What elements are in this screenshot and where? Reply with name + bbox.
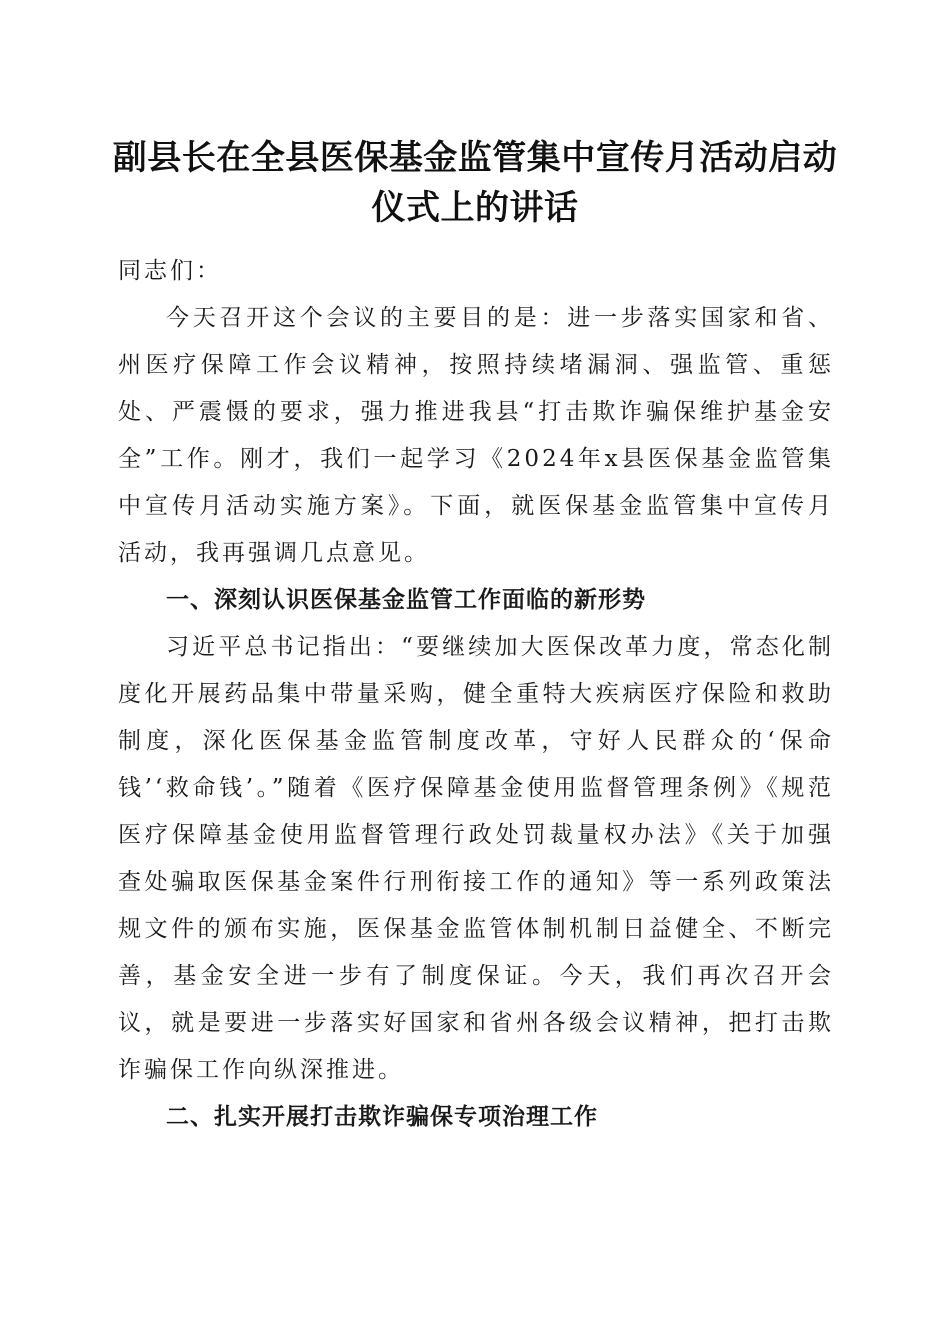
paragraph-section-1: 习近平总书记指出：“要继续加大医保改革力度，常态化制度化开展药品集中带量采购，健全重特大疾病医疗保险和救助制度，深化医保基金监管制度改革，守好人民群众的‘保命钱’‘救命钱’。”随着《医疗保障基金使用监督管理条例》《规范医疗保障基金使用监督管理行政处罚裁量权办法》《关于加强查处骗取医保基金案件行刑衔接工作的通知》等一系列政策法规文件的颁布实施，医保基金监管体制机制日益健全、不断完善，基金安全进一步有了制度保证。今天，我们再次召开会议，就是要进一步落实好国家和省州各级会议精神，把打击欺诈骗保工作向纵深推进。 [118,634,834,1083]
paragraph-opening: 今天召开这个会议的主要目的是：进一步落实国家和省、州医疗保障工作会议精神，按照持续堵漏洞、强监管、重惩处、严震慑的要求，强力推进我县“打击欺诈骗保维护基金安全”工作。刚才，我们一起学习《2024年x县医保基金监管集中宣传月活动实施方案》。下面，就医保基金监管集中宣传月活动，我再强调几点意见。 [118,305,834,566]
document-body [118,248,834,1141]
document-title: 副县长在全县医保基金监管集中宣传月活动启动仪式上的讲话 [112,138,838,228]
section-heading-2: 二、扎实开展打击欺诈骗保专项治理工作 [166,1104,598,1130]
section-heading-1: 一、深刻认识医保基金监管工作面临的新形势 [166,587,646,613]
greeting: 同志们： [118,258,222,284]
